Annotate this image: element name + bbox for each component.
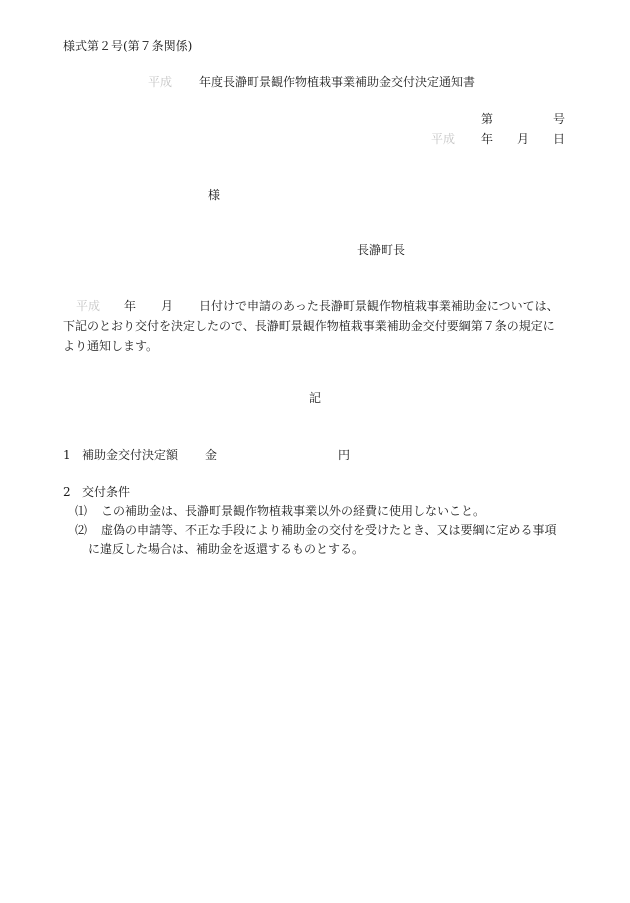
- date-day: 日: [553, 132, 566, 146]
- date-era: 平成: [431, 132, 456, 146]
- addressee-suffix: 様: [208, 188, 221, 202]
- condition-mark: ⑵: [75, 523, 88, 537]
- body-month: 月: [161, 299, 174, 313]
- item-label: 補助金交付決定額: [82, 448, 179, 462]
- body-line1-rest: 日付けで申請のあった長瀞町景観作物植栽事業補助金については、: [199, 299, 559, 313]
- item-label: 交付条件: [82, 485, 131, 499]
- currency-unit: 円: [338, 448, 351, 462]
- document-title: 年度長瀞町景観作物植栽事業補助金交付決定通知書: [199, 75, 476, 89]
- date-month: 月: [517, 132, 530, 146]
- issuer-name: 長瀞町長: [357, 243, 406, 257]
- doc-number-prefix: 第: [481, 112, 494, 126]
- item-number: 2: [63, 485, 71, 499]
- date-year: 年: [481, 132, 494, 146]
- doc-number-suffix: 号: [553, 112, 566, 126]
- title-era: 平成: [148, 75, 173, 89]
- condition-text: 虚偽の申請等、不正な手段により補助金の交付を受けたとき、又は要綱に定める事項: [101, 523, 557, 537]
- form-label: 様式第２号(第７条関係): [63, 39, 193, 53]
- condition-mark: ⑴: [75, 504, 88, 518]
- item-number: 1: [63, 448, 71, 462]
- condition-text: この補助金は、長瀞町景観作物植栽事業以外の経費に使用しないこと。: [101, 504, 486, 518]
- ki-heading: 記: [309, 391, 322, 405]
- condition-text-continued: に違反した場合は、補助金を返還するものとする。: [88, 542, 365, 556]
- body-line2: 下記のとおり交付を決定したので、長瀞町景観作物植栽事業補助金交付要綱第７条の規定に: [63, 319, 555, 333]
- body-year: 年: [124, 299, 137, 313]
- body-line3: より通知します。: [63, 339, 159, 353]
- currency-prefix: 金: [205, 448, 218, 462]
- body-era: 平成: [76, 299, 101, 313]
